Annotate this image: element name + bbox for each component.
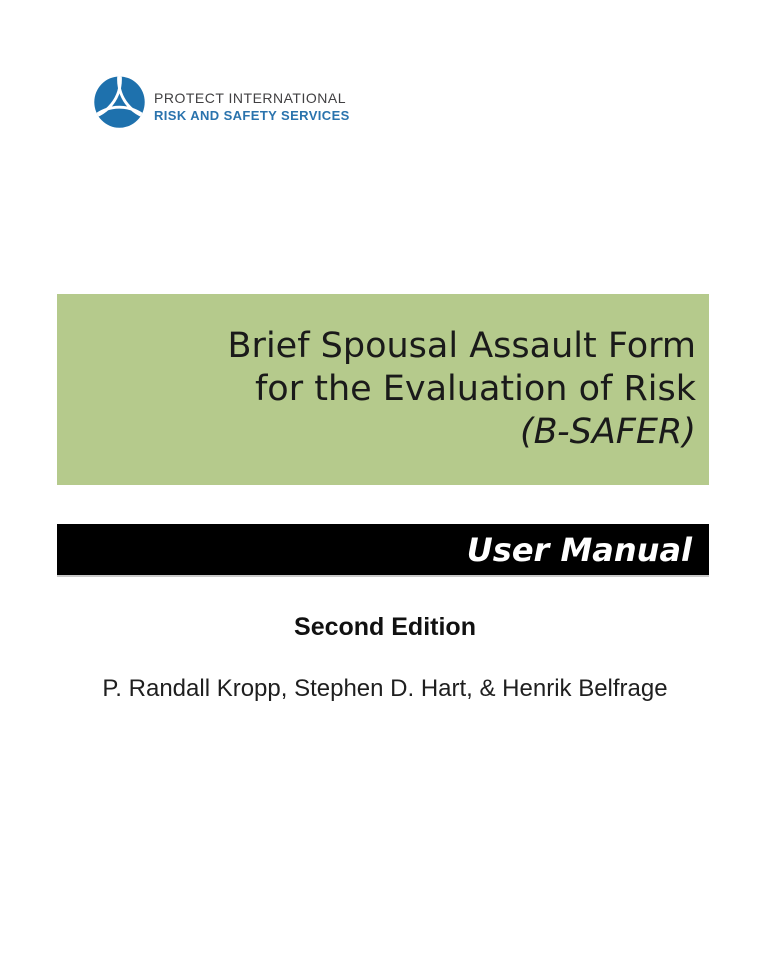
title-line-1: Brief Spousal Assault Form [227, 326, 696, 366]
logo-org-name: PROTECT INTERNATIONAL [154, 90, 347, 106]
user-manual-label: User Manual [466, 530, 692, 569]
user-manual-banner [57, 524, 709, 575]
title-banner [57, 294, 709, 485]
logo-tagline: RISK AND SAFETY SERVICES [154, 108, 350, 123]
title-line-2: for the Evaluation of Risk [254, 369, 696, 409]
logo-text [154, 90, 350, 124]
edition-label: Second Edition [294, 613, 476, 641]
globe-icon [92, 75, 147, 132]
logo [92, 75, 392, 135]
authors-line: P. Randall Kropp, Stephen D. Hart, & Henrik Belfrage [102, 675, 668, 702]
title-acronym: (B-SAFER) [519, 412, 696, 452]
